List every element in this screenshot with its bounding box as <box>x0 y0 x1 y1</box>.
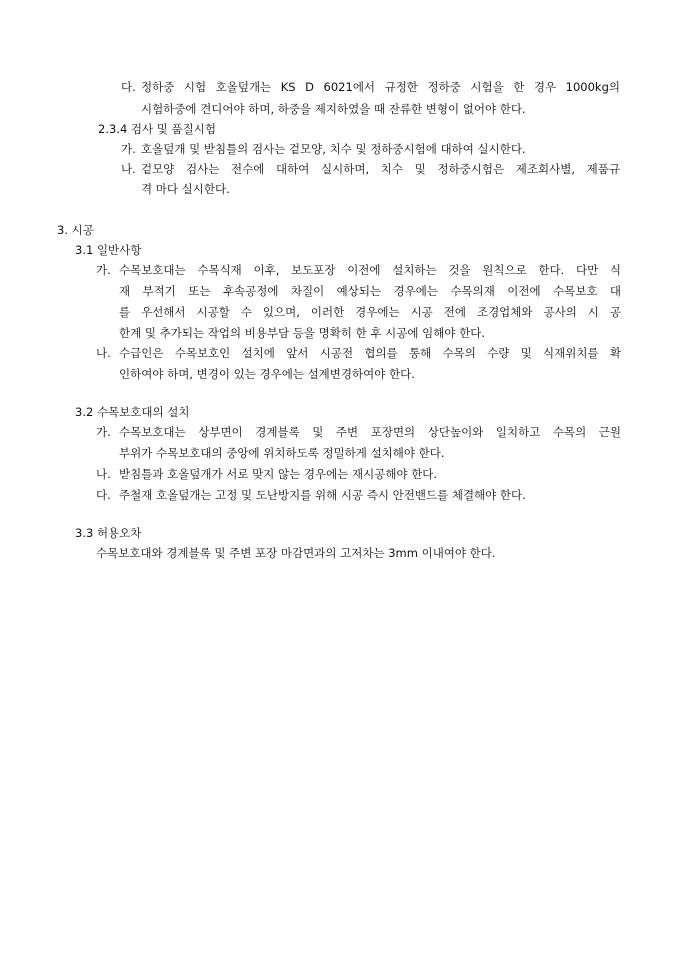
item-marker: 다. <box>121 80 136 94</box>
item-text-line: 정하중 시험 호올덮개는 KS D 6021에서 규정한 정하중 시험을 한 경우 1000kg의 <box>141 80 620 94</box>
item-text-line: 한계 및 추가되는 작업의 비용부담 등을 명확히 한 후 시공에 임해야 한다. <box>119 326 486 340</box>
item-marker: 가. <box>96 263 111 277</box>
section-heading-3-1: 3.1 일반사항 <box>75 243 142 257</box>
item-text-line: 수목보호대는 상부면이 경계블록 및 주변 포장면의 상단높이와 일치하고 수목의 근원 <box>119 425 621 439</box>
item-marker: 가. <box>121 142 136 156</box>
item-marker: 나. <box>121 162 136 176</box>
item-text-line: 부위가 수목보호대의 중앙에 위치하도록 정밀하게 설치해야 한다. <box>119 446 445 460</box>
item-text-line: 겉모양 검사는 전수에 대하여 실시하며, 치수 및 정하중시험은 제조회사별, 제품규 <box>141 162 620 176</box>
item-text-line: 수목보호대는 수목식재 이후, 보도포장 이전에 설치하는 것을 원칙으로 한다. 다만 식 <box>119 263 621 277</box>
item-marker: 나. <box>96 467 111 481</box>
item-text-line: 주철재 호올덮개는 고정 및 도난방지를 위해 시공 즉시 안전밴드를 체결해야 한다. <box>119 488 526 502</box>
item-marker: 가. <box>96 425 111 439</box>
item-text-line: 인하여야 하며, 변경이 있는 경우에는 설계변경하여야 한다. <box>119 367 415 381</box>
item-text-line: 격 마다 실시한다. <box>141 182 230 196</box>
item-text-line: 받침틀과 호올덮개가 서로 맞지 않는 경우에는 재시공해야 한다. <box>119 467 438 481</box>
section-heading-3-2: 3.2 수목보호대의 설치 <box>75 405 190 419</box>
item-text-line: 재 부적기 또는 후속공정에 차질이 예상되는 경우에는 수목의재 이전에 수목보호 대 <box>119 284 621 298</box>
section-heading-2-3-4: 2.3.4 검사 및 품질시험 <box>98 122 216 136</box>
item-text-line: 를 우선해서 시공할 수 있으며, 이러한 경우에는 시공 전에 조경업체와 공사의 시 공 <box>119 305 621 319</box>
item-text-line: 호올덮개 및 받침틀의 검사는 겉모양, 치수 및 정하중시험에 대하여 실시한다. <box>141 142 526 156</box>
item-text-line: 수급인은 수목보호인 설치에 앞서 시공전 협의를 통해 수목의 수량 및 식재위치를 확 <box>119 346 621 360</box>
item-marker: 다. <box>96 488 111 502</box>
paragraph-text: 수목보호대와 경계블록 및 주변 포장 마감면과의 고저차는 3mm 이내여야 한다. <box>96 546 496 560</box>
section-heading-3: 3. 시공 <box>57 223 94 237</box>
item-text-line: 시험하중에 견디어야 하며, 하중을 제지하였을 때 잔류한 변형이 없어야 한다. <box>141 102 526 116</box>
section-heading-3-3: 3.3 허용오차 <box>75 526 142 540</box>
item-marker: 나. <box>96 346 111 360</box>
